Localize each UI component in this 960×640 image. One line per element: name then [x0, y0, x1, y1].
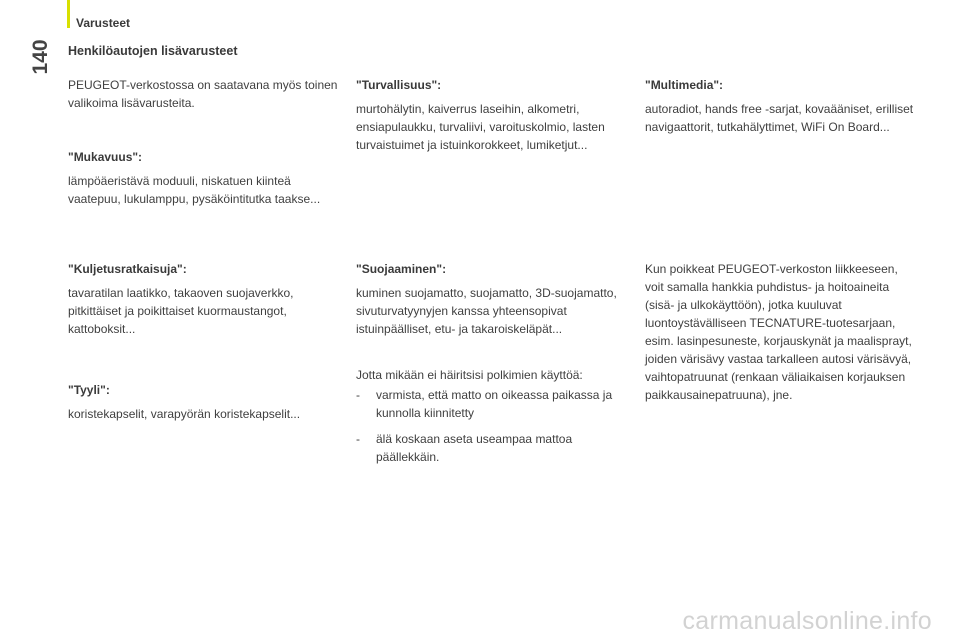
- multimedia-label: "Multimedia":: [645, 78, 724, 92]
- protection-label: "Suojaaminen":: [356, 262, 447, 276]
- comfort-block: [68, 148, 338, 208]
- transport-label: "Kuljetusratkaisuja":: [68, 262, 187, 276]
- transport-block: [68, 260, 338, 338]
- protection-text: kuminen suojamatto, suojamatto, 3D-suojamatto, sivuturvatyynyjen kanssa yhteensopivat istuinpäälliset, etu- ja takaroiskeläpät...: [356, 286, 617, 336]
- protection-block: [356, 260, 626, 338]
- safety-text: murtohälytin, kaiverrus laseihin, alkometri, ensiapulaukku, turvaliivi, varoituskolmio, lasten turvaistuimet ja istuinkorokkeet, lumiketjut...: [356, 102, 605, 152]
- comfort-text: lämpöäeristävä moduuli, niskatuen kiinteä vaatepuu, lukulamppu, pysäköintitutka taakse...: [68, 174, 321, 206]
- style-block: [68, 381, 343, 423]
- safety-label: "Turvallisuus":: [356, 78, 442, 92]
- mat-list: [356, 386, 626, 466]
- multimedia-text: autoradiot, hands free -sarjat, kovaääniset, erilliset navigaattorit, tutkahälyttimet, WiFi On Board...: [645, 102, 914, 134]
- dash: -: [356, 388, 360, 402]
- transport-text: tavaratilan laatikko, takaoven suojaverkko, pitkittäiset ja poikittaiset kuormaustangot, kattoboksit...: [68, 286, 294, 336]
- section-accent-bar: [67, 0, 70, 28]
- mat-intro: Jotta mikään ei häiritsisi polkimien käyttöä:: [356, 368, 583, 382]
- safety-block: [356, 76, 626, 154]
- care-text: Kun poikkeat PEUGEOT-verkoston liikkeeseen, voit samalla hankkia puhdistus- ja hoitoaineita (sisä- ja ulkokäyttöön), jotka kuuluvat luontoystävälliseen TECNATURE-tuotesarjaan, esim. lasinpesuneste, korjauskynät ja maalisprayt, joiden värisävy vastaa tarkalleen autosi värisävyä, vaihtopatruunat (renkaan väliaikaisen korjauksen paikkausainepatruuna), jne.: [645, 262, 912, 402]
- style-label: "Tyyli":: [68, 383, 110, 397]
- multimedia-block: [645, 76, 915, 136]
- care-block: [645, 260, 915, 404]
- style-text: koristekapselit, varapyörän koristekapselit...: [68, 407, 301, 421]
- comfort-label: "Mukavuus":: [68, 150, 143, 164]
- watermark[interactable]: carmanualsonline.info: [682, 607, 932, 635]
- mat-warning-block: [356, 366, 626, 474]
- dash: -: [356, 432, 360, 446]
- intro-text: PEUGEOT-verkostossa on saatavana myös toinen valikoima lisävarusteita.: [68, 78, 338, 110]
- list-item: - älä koskaan aseta useampaa mattoa päällekkäin.: [356, 432, 573, 464]
- section-title: Varusteet: [76, 16, 131, 30]
- page-heading: Henkilöautojen lisävarusteet: [68, 44, 238, 58]
- list-item: - varmista, että matto on oikeassa paikassa ja kunnolla kiinnitetty: [356, 388, 613, 420]
- page-number: 140: [29, 39, 52, 75]
- intro-block: [68, 76, 338, 112]
